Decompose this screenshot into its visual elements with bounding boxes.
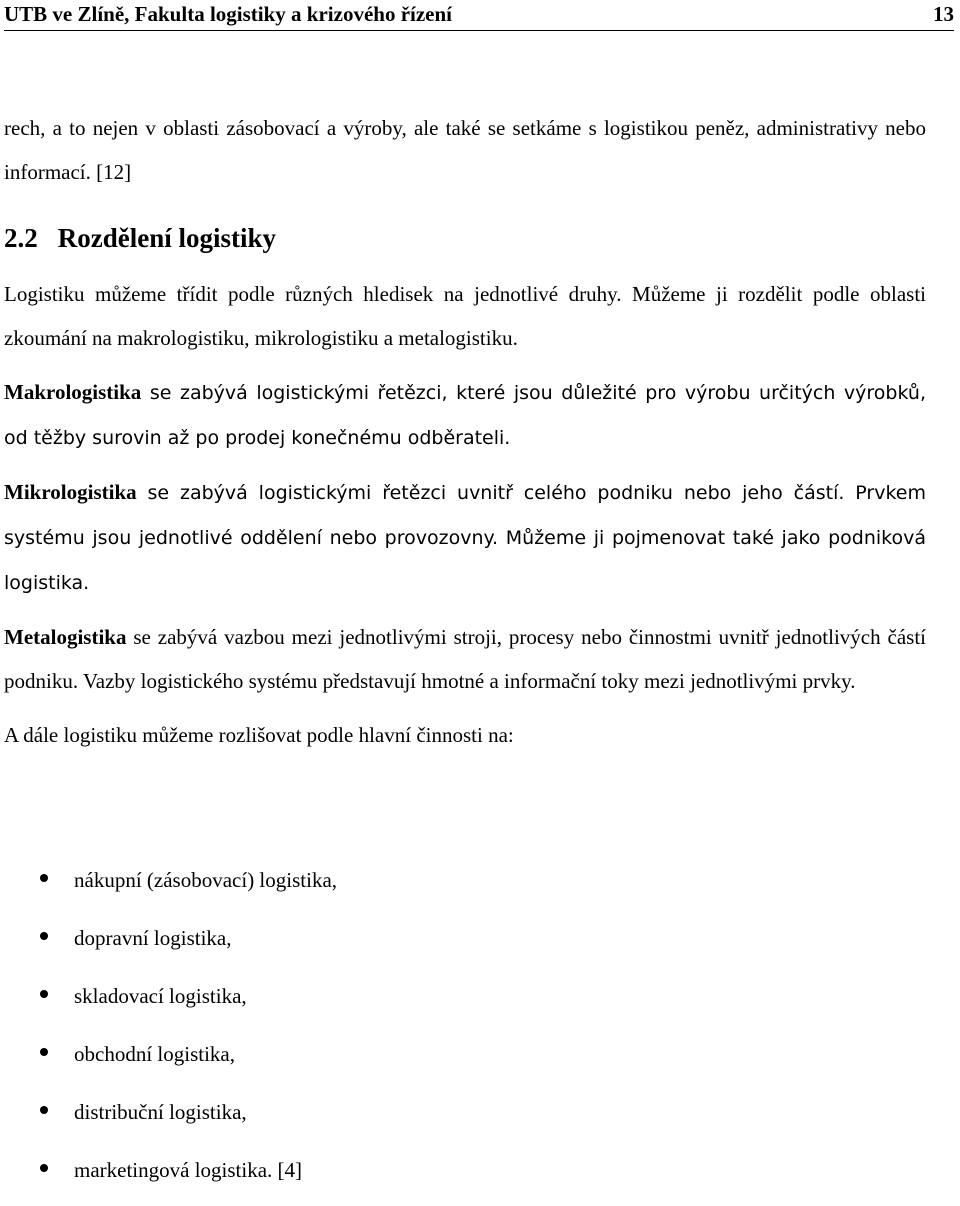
paragraph-makrologistika bbox=[4, 370, 926, 460]
list-item-text: skladovací logistika, bbox=[74, 984, 247, 1008]
list-item-text: distribuční logistika, bbox=[74, 1100, 247, 1124]
bullet-icon bbox=[40, 932, 48, 940]
bullet-icon bbox=[40, 990, 48, 998]
list-item bbox=[0, 1032, 337, 1090]
paragraph-metalogistika bbox=[4, 615, 926, 703]
list-item-text: nákupní (zásobovací) logistika, bbox=[74, 868, 338, 892]
list-item bbox=[0, 916, 337, 974]
paragraph-lead: A dále logistiku můžeme rozlišovat podle hlavní činnosti na: bbox=[4, 723, 514, 747]
list-item-text: marketingová logistika. [4] bbox=[74, 1158, 303, 1182]
makrologistika-definition: se zabývá logistickými řetězci, které jsou důležité pro výrobu určitých výrobků, od těžby surovin až po prodej konečnému odběrateli. bbox=[4, 382, 926, 449]
term-mikrologistika: Mikrologistika bbox=[4, 480, 137, 504]
list-item-text: dopravní logistika, bbox=[74, 926, 232, 950]
section-heading bbox=[4, 216, 926, 260]
paragraph-overview: Logistiku můžeme třídit podle různých hledisek na jednotlivé druhy. Můžeme ji rozdělit podle oblasti zkoumání na makrologistiku, mikrologistiku a metalogistiku. bbox=[4, 282, 926, 350]
list-item bbox=[0, 974, 337, 1032]
metalogistika-definition: se zabývá vazbou mezi jednotlivými stroji, procesy nebo činnostmi uvnitř jednotlivých částí podniku. Vazby logistického systému představují hmotné a informační toky mezi jednotlivými prvky. bbox=[4, 625, 926, 693]
list-item-text: obchodní logistika, bbox=[74, 1042, 235, 1066]
mikrologistika-definition: se zabývá logistickými řetězci uvnitř celého podniku nebo jeho částí. Prvkem systému jsou jednotlivé oddělení nebo provozovny. Můžeme ji pojmenovat také jako podniková logistika. bbox=[4, 482, 926, 594]
term-metalogistika: Metalogistika bbox=[4, 625, 127, 649]
section-number: 2.2 bbox=[4, 223, 38, 253]
list-item bbox=[0, 1090, 337, 1148]
intro-paragraph: rech, a to nejen v oblasti zásobovací a výroby, ale také se setkáme s logistikou peněz, administrativy nebo informací. [12] bbox=[4, 116, 926, 184]
paragraph-mikrologistika bbox=[4, 470, 926, 605]
bullet-icon bbox=[40, 1164, 48, 1172]
page-body bbox=[4, 106, 926, 779]
term-makrologistika: Makrologistika bbox=[4, 380, 142, 404]
bullet-icon bbox=[40, 1106, 48, 1114]
list-item bbox=[0, 1148, 337, 1206]
running-header bbox=[4, 0, 954, 31]
bullet-icon bbox=[40, 1048, 48, 1056]
logistics-types-list bbox=[0, 858, 337, 1206]
section-title: Rozdělení logistiky bbox=[57, 223, 277, 253]
header-title: UTB ve Zlíně, Fakulta logistiky a krizového řízení bbox=[4, 2, 453, 26]
bullet-icon bbox=[40, 874, 48, 882]
list-item bbox=[0, 858, 337, 916]
page-number: 13 bbox=[933, 2, 954, 26]
